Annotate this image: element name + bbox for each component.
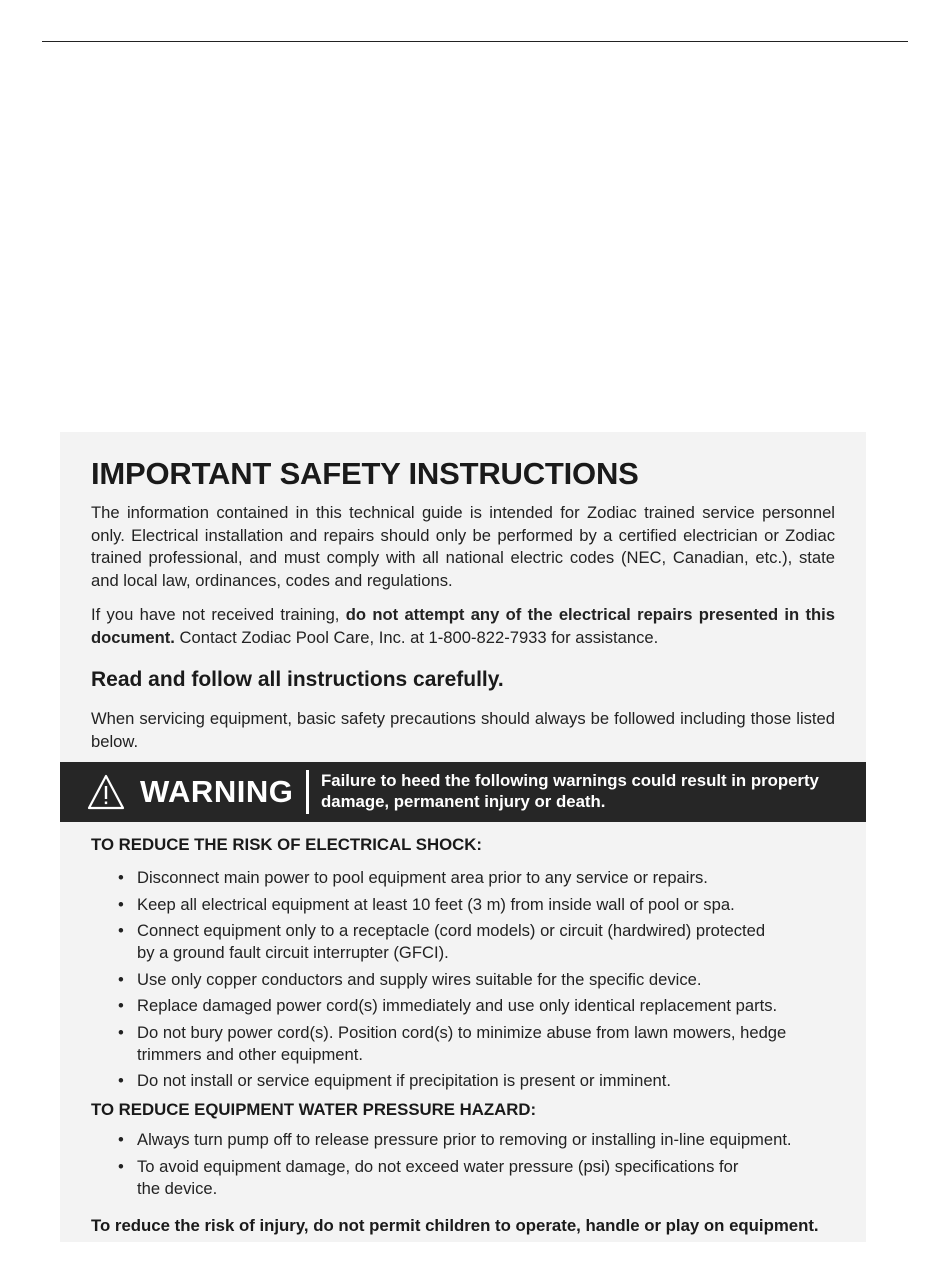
warning-label bbox=[60, 762, 306, 822]
list-item-text: Do not install or service equipment if precipitation is present or imminent. bbox=[137, 1071, 672, 1090]
list-item-text: Disconnect main power to pool equipment area prior to any service or repairs. bbox=[137, 868, 708, 887]
list-item bbox=[91, 1129, 835, 1151]
bullet-dot: • bbox=[118, 894, 124, 914]
precautions-paragraph: When servicing equipment, basic safety precautions should always be followed including those listed below. bbox=[91, 709, 835, 751]
list-item bbox=[91, 1022, 835, 1066]
list-item-text: To avoid equipment damage, do not exceed water pressure (psi) specifications for the device. bbox=[137, 1156, 739, 1198]
top-rule bbox=[42, 41, 908, 42]
bullet-dot: • bbox=[118, 1130, 124, 1149]
bullet-dot: • bbox=[118, 996, 124, 1015]
pressure-list bbox=[91, 1129, 835, 1204]
warning-triangle-icon bbox=[86, 773, 126, 811]
training-paragraph bbox=[91, 604, 835, 649]
warning-word: WARNING bbox=[140, 774, 294, 809]
shock-heading: TO REDUCE THE RISK OF ELECTRICAL SHOCK: bbox=[91, 835, 482, 854]
training-prefix: If you have not received training, bbox=[91, 605, 346, 624]
bullet-dot: • bbox=[118, 1022, 124, 1042]
read-follow-heading: Read and follow all instructions carefully. bbox=[91, 668, 504, 691]
list-item-text: Connect equipment only to a receptacle (cord models) or circuit (hardwired) protected by a ground fault circuit interrupter (GFCI). bbox=[137, 921, 766, 962]
bullet-dot: • bbox=[118, 969, 124, 989]
list-item-text: Always turn pump off to release pressure prior to removing or installing in-line equipment. bbox=[137, 1130, 792, 1149]
bullet-dot: • bbox=[118, 1071, 124, 1090]
list-item bbox=[91, 894, 835, 916]
list-item-text: Do not bury power cord(s). Position cord(s) to minimize abuse from lawn mowers, hedge trimmers and other equipment. bbox=[137, 1022, 787, 1064]
shock-list bbox=[91, 867, 835, 1097]
page-title: IMPORTANT SAFETY INSTRUCTIONS bbox=[91, 456, 639, 491]
list-item bbox=[91, 1070, 835, 1092]
list-item-text: Keep all electrical equipment at least 10 feet (3 m) from inside wall of pool or spa. bbox=[137, 894, 735, 914]
children-warning: To reduce the risk of injury, do not permit children to operate, handle or play on equipment. bbox=[91, 1216, 819, 1235]
warning-message: Failure to heed the following warnings could result in property damage, permanent injury or death. bbox=[321, 771, 819, 811]
training-suffix: Contact Zodiac Pool Care, Inc. at 1-800-822-7933 for assistance. bbox=[174, 627, 659, 647]
intro-paragraph: The information contained in this technical guide is intended for Zodiac trained service personnel only. Electrical installation and repairs should only be performed by a certified electrician or Zodiac trained professional, and must comply with all national electric codes (NEC, Canadian, etc.), state and local law, ordinances, codes and regulations. bbox=[91, 503, 835, 590]
training-bold: do not attempt any of the electrical repairs presented in this document. bbox=[91, 605, 835, 647]
bullet-dot: • bbox=[118, 921, 124, 940]
list-item bbox=[91, 969, 835, 991]
list-item bbox=[91, 867, 835, 889]
list-item bbox=[91, 995, 835, 1017]
bullet-dot: • bbox=[118, 1156, 124, 1176]
bullet-dot: • bbox=[118, 868, 124, 887]
list-item-text: Replace damaged power cord(s) immediately and use only identical replacement parts. bbox=[137, 996, 778, 1015]
pressure-heading: TO REDUCE EQUIPMENT WATER PRESSURE HAZARD: bbox=[91, 1100, 537, 1119]
safety-panel bbox=[60, 432, 866, 1242]
warning-banner bbox=[60, 762, 866, 822]
list-item bbox=[91, 1156, 835, 1200]
list-item bbox=[91, 920, 835, 964]
list-item-text: Use only copper conductors and supply wires suitable for the specific device. bbox=[137, 969, 702, 989]
